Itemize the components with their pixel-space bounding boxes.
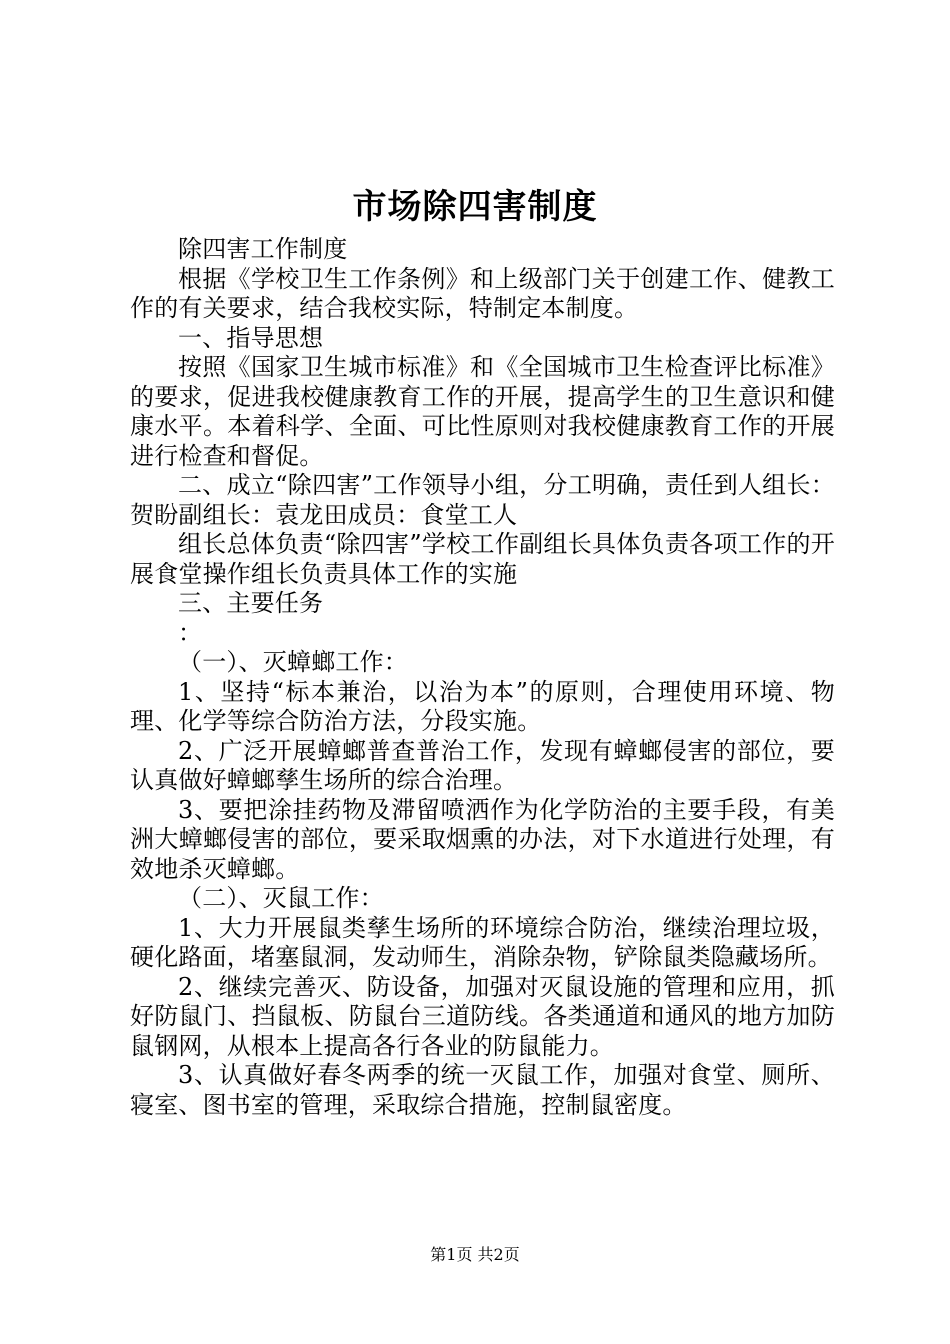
list-item: 1、大力开展鼠类孳生场所的环境综合防治，继续治理垃圾，硬化路面，堵塞鼠洞，发动师生，消除杂物，铲除鼠类隐藏场所。 [130, 913, 835, 971]
paragraph-intro: 根据《学校卫生工作条例》和上级部门关于创建工作、健教工作的有关要求，结合我校实际，特制定本制度。 [130, 264, 835, 322]
page-footer: 第1页 共2页 [430, 1245, 520, 1264]
list-item: 2、广泛开展蟑螂普查普治工作，发现有蟑螂侵害的部位，要认真做好蟑螂孳生场所的综合治理。 [130, 736, 835, 794]
paragraph-guiding-idea: 按照《国家卫生城市标准》和《全国城市卫生检查评比标准》的要求，促进我校健康教育工作的开展，提高学生的卫生意识和健康水平。本着科学、全面、可比性原则对我校健康教育工作的开展进行检查和督促。 [130, 353, 835, 470]
document-title: 市场除四害制度 [352, 187, 598, 227]
paragraph-colon: ： [178, 618, 203, 647]
subsection-heading-cockroach: （一）、灭蟑螂工作： [178, 648, 408, 676]
list-item: 3、要把涂挂药物及滞留喷洒作为化学防治的主要手段，有美洲大蟑螂侵害的部位，要采取烟熏的办法，对下水道进行处理，有效地杀灭蟑螂。 [130, 795, 835, 883]
section-heading-leadership-group: 二、成立“除四害”工作领导小组，分工明确，责任到人组长：贺盼副组长：袁龙田成员：食堂工人 [130, 471, 835, 529]
section-heading-guiding-idea: 一、指导思想 [178, 323, 324, 352]
list-item: 1、坚持“标本兼治，以治为本”的原则，合理使用环境、物理、化学等综合防治方法，分段实施。 [130, 677, 835, 735]
paragraph-responsibilities: 组长总体负责“除四害”学校工作副组长具体负责各项工作的开展食堂操作组长负责具体工作的实施 [130, 530, 835, 588]
section-heading-main-tasks: 三、主要任务 [178, 589, 324, 617]
list-item: 3、认真做好春冬两季的统一灭鼠工作，加强对食堂、厕所、寝室、图书室的管理，采取综合措施，控制鼠密度。 [130, 1061, 835, 1119]
subsection-heading-rodent: （二）、灭鼠工作： [178, 884, 384, 912]
paragraph-heading: 除四害工作制度 [178, 235, 348, 263]
document-body [130, 235, 835, 1120]
list-item: 2、继续完善灭、防设备，加强对灭鼠设施的管理和应用，抓好防鼠门、挡鼠板、防鼠台三道防线。各类通道和通风的地方加防鼠钢网，从根本上提高各行各业的防鼠能力。 [130, 972, 835, 1060]
